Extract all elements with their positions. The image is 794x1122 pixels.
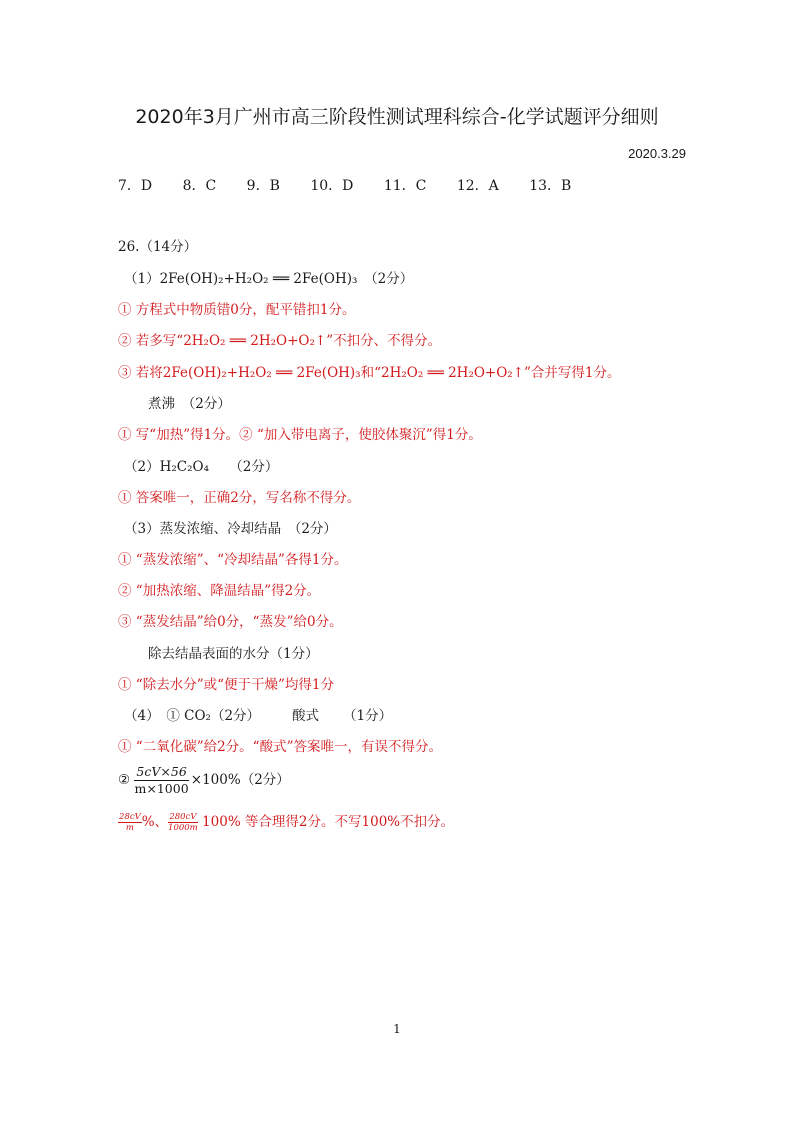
answer-item: 10．D — [310, 178, 354, 194]
part1b-answer: 煮沸 （2分） — [148, 396, 231, 412]
grading-rule: ③ “蒸发结晶”给0分，“蒸发”给0分。 — [118, 614, 343, 630]
part-label: ② — [118, 772, 131, 788]
answer-item: 13．B — [529, 178, 572, 194]
fraction — [134, 764, 188, 797]
part1-answer — [124, 270, 413, 288]
grading-rule: ① “二氧化碳”给2分。“酸式”答案唯一，有误不得分。 — [118, 739, 442, 755]
small-fraction — [118, 812, 142, 833]
part3b-answer: 除去结晶表面的水分（1分） — [148, 646, 319, 662]
grading-rule: ② 若多写“2H₂O₂ ══ 2H₂O+O₂↑”不扣分、不得分。 — [118, 333, 442, 349]
grading-rule: ③ 若将2Fe(OH)₂+H₂O₂ ══ 2Fe(OH)₃和“2H₂O₂ ══ 2H₂O+O₂↑”合并写得1分。 — [118, 365, 621, 381]
page-number: 1 — [393, 1022, 401, 1036]
answer-item: 12．A — [456, 178, 499, 194]
document-date: 2020.3.29 — [628, 146, 686, 161]
grading-rule: ① 方程式中物质错0分，配平错扣1分。 — [118, 302, 356, 318]
numerator: 280cV — [169, 812, 197, 822]
part3-answer: （3）蒸发浓缩、冷却结晶 （2分） — [124, 521, 337, 537]
score: （2分） — [236, 459, 279, 475]
question-header: 26.（14分） — [118, 239, 198, 255]
grading-rule: ② “加热浓缩、降温结晶”得2分。 — [118, 583, 321, 599]
answer-item: 11．C — [383, 178, 427, 194]
denominator: m — [125, 823, 134, 833]
answer-item: 9．B — [246, 178, 280, 194]
part-label: （1） — [124, 271, 160, 287]
equation: 2Fe(OH)₂+H₂O₂ ══ 2Fe(OH)₃ — [159, 271, 358, 287]
part-label: （2） — [124, 459, 160, 475]
alternative-answer-rule — [118, 812, 454, 833]
answer-item: 7．D — [118, 178, 153, 194]
small-fraction — [168, 812, 198, 833]
rule-text: 100% 等合理得2分。不写100%不扣分。 — [202, 814, 455, 830]
formula: H₂C₂O₄ — [159, 459, 209, 475]
part-label: （4） ① CO₂（2分） — [124, 708, 261, 724]
part4-answer — [124, 707, 392, 725]
formula-tail: ×100%（2分） — [190, 772, 290, 788]
numerator: 28cV — [119, 812, 141, 822]
part4-2-formula — [118, 764, 290, 797]
page-title: 2020年3月广州市高三阶段性测试理科综合-化学试题评分细则 — [135, 106, 659, 128]
answer-text: 酸式 — [292, 708, 320, 724]
denominator: 1000m — [168, 823, 198, 833]
score: （2分） — [370, 271, 414, 287]
answer-item: 8．C — [182, 178, 217, 194]
part2-answer — [124, 458, 278, 476]
denominator: m×1000 — [134, 781, 189, 796]
numerator: 5cV×56 — [136, 764, 187, 779]
multiple-choice-answers — [118, 177, 597, 195]
score: （1分） — [343, 708, 393, 724]
grading-rule: ① 答案唯一，正确2分，写名称不得分。 — [118, 490, 361, 506]
grading-rule: ① 写“加热”得1分。② “加入带电离子，使胶体聚沉”得1分。 — [118, 427, 482, 443]
separator: %、 — [141, 814, 169, 830]
grading-rule: ① “蒸发浓缩”、“冷却结晶”各得1分。 — [118, 552, 348, 568]
grading-rule: ① “除去水分”或“便于干燥”均得1分 — [118, 677, 334, 693]
